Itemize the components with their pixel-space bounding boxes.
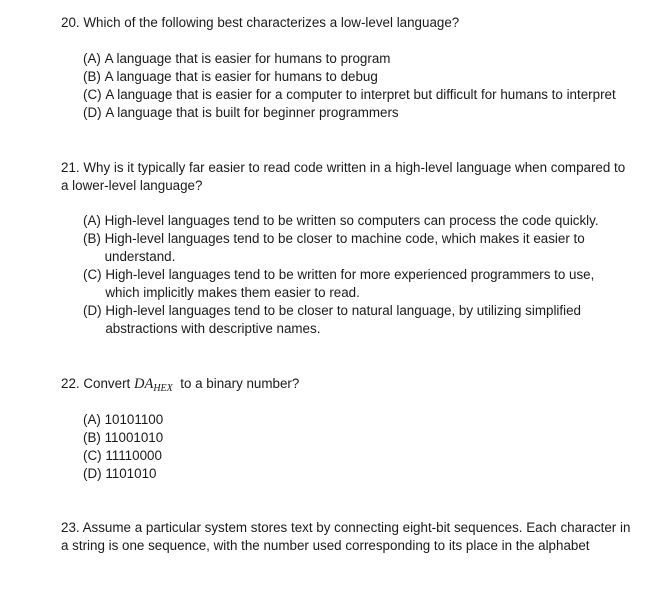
question-23 (61, 519, 631, 555)
question-20 (61, 14, 631, 120)
question-22-options (83, 411, 631, 483)
option-text: A language that is built for beginner programmers (105, 105, 399, 120)
option-d (83, 302, 631, 338)
question-text: Assume a particular system stores text by connecting eight-bit sequences. Each character in a string is one sequence, with the number used corresponding to its place in the alphabet (61, 520, 631, 553)
option-letter: (D) (83, 466, 102, 481)
hex-subscript: HEX (153, 383, 173, 394)
option-c (83, 266, 631, 302)
option-letter: (A) (83, 412, 101, 427)
question-text-before: Convert (83, 376, 131, 391)
option-letter: (A) (83, 51, 101, 66)
question-number: 20. (61, 15, 80, 30)
option-letter: (B) (83, 69, 101, 84)
hex-value: DA (133, 376, 154, 392)
option-a (83, 50, 631, 68)
question-20-prompt (61, 14, 631, 32)
option-text: High-level languages tend to be closer to machine code, which makes it easier to understand. (104, 231, 585, 264)
option-text: High-level languages tend to be written for more experienced programmers to use, which implicitly makes them easier to read. (105, 267, 595, 300)
option-text: A language that is easier for humans to program (104, 51, 391, 66)
option-d (83, 465, 631, 483)
option-text: High-level languages tend to be written so computers can process the code quickly. (104, 213, 599, 228)
option-letter: (B) (83, 231, 101, 246)
option-letter: (C) (83, 87, 102, 102)
option-b (83, 429, 631, 447)
option-b (83, 68, 631, 86)
question-number: 22. (61, 376, 80, 391)
option-text: 1101010 (105, 466, 157, 481)
option-text: 10101100 (104, 412, 164, 427)
option-a (83, 212, 631, 230)
question-22 (61, 375, 631, 481)
question-21-options (83, 212, 631, 338)
question-20-options (83, 50, 643, 122)
option-letter: (D) (83, 303, 102, 318)
option-text: A language that is easier for humans to debug (104, 69, 378, 84)
question-23-prompt (61, 519, 631, 555)
question-number: 23. (61, 520, 80, 535)
option-d (83, 104, 631, 122)
option-letter: (C) (83, 448, 102, 463)
question-text: Why is it typically far easier to read code written in a high-level language when compared to a lower-level language? (61, 160, 626, 193)
question-text: Which of the following best characterizes a low-level language? (83, 15, 460, 30)
option-c (83, 86, 643, 104)
question-number: 21. (61, 160, 80, 175)
question-text-after: to a binary number? (180, 376, 300, 391)
question-21-prompt (61, 159, 631, 195)
option-letter: (C) (83, 267, 102, 282)
option-text: A language that is easier for a computer to interpret but difficult for humans to interpret (105, 87, 616, 102)
option-text: 11001010 (104, 430, 164, 445)
option-a (83, 411, 631, 429)
option-c (83, 447, 631, 465)
option-text: High-level languages tend to be closer to natural language, by utilizing simplified abstractions with descriptive names. (105, 303, 581, 336)
question-22-prompt (61, 375, 631, 395)
option-b (83, 230, 631, 266)
option-letter: (A) (83, 213, 101, 228)
option-letter: (D) (83, 105, 102, 120)
option-text: 11110000 (105, 448, 162, 463)
question-21 (61, 159, 631, 336)
option-letter: (B) (83, 430, 101, 445)
